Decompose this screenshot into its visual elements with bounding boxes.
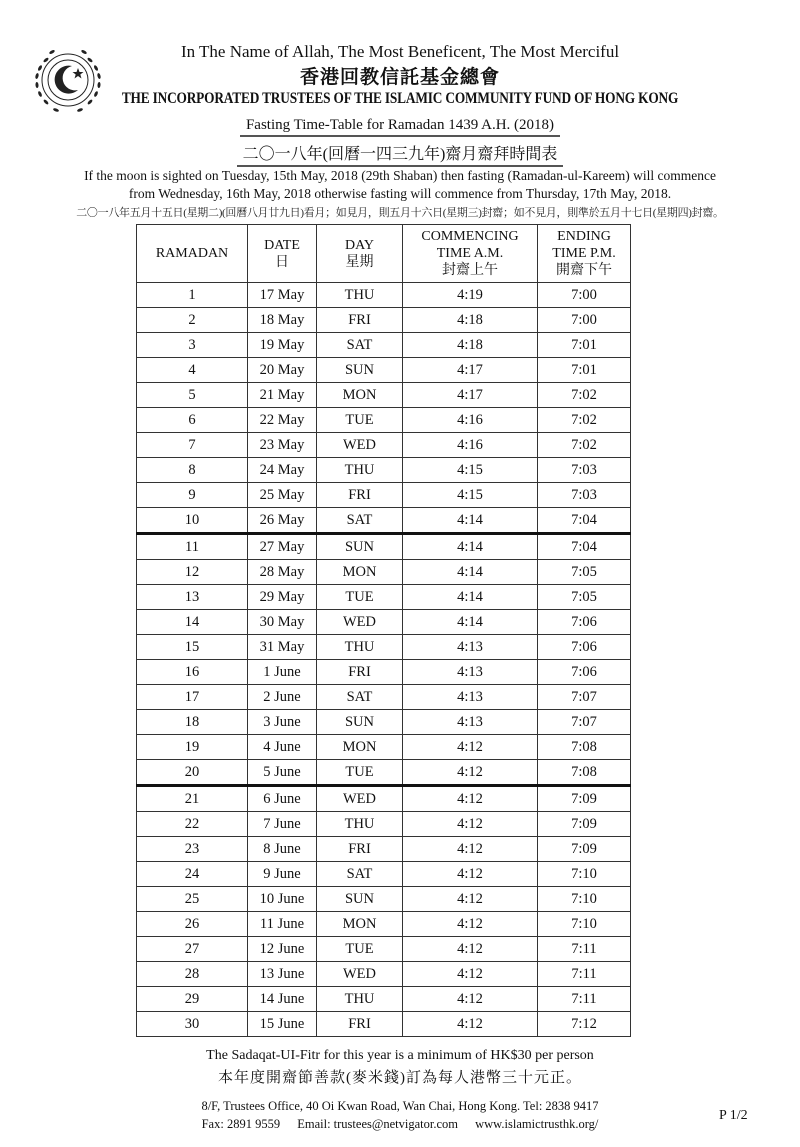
cell-commencing-time: 4:12 [403,1012,538,1037]
cell-commencing-time: 4:12 [403,962,538,987]
table-row [137,685,631,710]
cell-ramadan-day: 23 [137,837,248,862]
table-row [137,862,631,887]
cell-ending-time: 7:04 [538,534,631,560]
cell-commencing-time: 4:12 [403,760,538,786]
cell-ramadan-day: 24 [137,862,248,887]
cell-weekday: WED [317,962,403,987]
cell-ending-time: 7:07 [538,710,631,735]
cell-ramadan-day: 5 [137,383,248,408]
cell-date: 9 June [248,862,317,887]
cell-ending-time: 7:00 [538,283,631,308]
cell-commencing-time: 4:15 [403,483,538,508]
table-row [137,383,631,408]
cell-commencing-time: 4:16 [403,433,538,458]
cell-date: 6 June [248,786,317,812]
org-name-zh: 香港回教信託基金總會 [299,67,500,88]
cell-ramadan-day: 21 [137,786,248,812]
cell-ending-time: 7:10 [538,887,631,912]
table-row [137,735,631,760]
table-row [137,483,631,508]
col-header-commencing: COMMENCING TIME A.M. 封齋上午 [403,225,538,283]
fasting-timetable [136,224,631,1037]
page-number: P 1/2 [719,1108,748,1123]
cell-ending-time: 7:08 [538,735,631,760]
cell-weekday: FRI [317,483,403,508]
cell-ramadan-day: 22 [137,812,248,837]
cell-commencing-time: 4:14 [403,508,538,534]
table-row [137,534,631,560]
table-row [137,358,631,383]
cell-date: 24 May [248,458,317,483]
col-header-day: DAY 星期 [317,225,403,283]
cell-weekday: FRI [317,837,403,862]
cell-ending-time: 7:00 [538,308,631,333]
cell-commencing-time: 4:15 [403,458,538,483]
sadaqat-fitr-zh: 本年度開齋節善款(麥米錢)訂為每人港幣三十元正。 [218,1070,582,1086]
cell-commencing-time: 4:13 [403,685,538,710]
cell-date: 19 May [248,333,317,358]
cell-commencing-time: 4:13 [403,660,538,685]
table-row [137,887,631,912]
cell-commencing-time: 4:18 [403,333,538,358]
cell-date: 15 June [248,1012,317,1037]
cell-ramadan-day: 25 [137,887,248,912]
table-header-row [137,225,631,283]
cell-date: 22 May [248,408,317,433]
cell-ramadan-day: 26 [137,912,248,937]
cell-ramadan-day: 18 [137,710,248,735]
table-row [137,635,631,660]
cell-ending-time: 7:12 [538,1012,631,1037]
cell-weekday: MON [317,912,403,937]
cell-ending-time: 7:02 [538,383,631,408]
cell-weekday: SAT [317,862,403,887]
timetable-title-zh-text: 二〇一八年(回曆一四三九年)齋月齋拜時間表 [237,141,564,167]
cell-commencing-time: 4:17 [403,383,538,408]
cell-weekday: FRI [317,1012,403,1037]
cell-date: 3 June [248,710,317,735]
cell-ramadan-day: 3 [137,333,248,358]
cell-date: 27 May [248,534,317,560]
cell-weekday: THU [317,458,403,483]
cell-commencing-time: 4:12 [403,862,538,887]
cell-date: 14 June [248,987,317,1012]
cell-commencing-time: 4:12 [403,887,538,912]
cell-weekday: MON [317,735,403,760]
cell-weekday: TUE [317,408,403,433]
cell-ending-time: 7:02 [538,408,631,433]
cell-ramadan-day: 6 [137,408,248,433]
cell-weekday: THU [317,283,403,308]
cell-date: 1 June [248,660,317,685]
table-row [137,508,631,534]
cell-commencing-time: 4:12 [403,912,538,937]
table-row [137,812,631,837]
timetable-title-en [0,117,800,137]
cell-date: 8 June [248,837,317,862]
timetable-title-zh [0,141,800,167]
cell-date: 30 May [248,610,317,635]
cell-weekday: TUE [317,585,403,610]
cell-ending-time: 7:06 [538,635,631,660]
cell-ending-time: 7:03 [538,483,631,508]
cell-ramadan-day: 30 [137,1012,248,1037]
col-header-ending: ENDING TIME P.M. 開齋下午 [538,225,631,283]
cell-ending-time: 7:08 [538,760,631,786]
cell-date: 13 June [248,962,317,987]
cell-ramadan-day: 27 [137,937,248,962]
cell-ramadan-day: 9 [137,483,248,508]
fax-number: Fax: 2891 9559 [201,1117,281,1131]
cell-ending-time: 7:09 [538,812,631,837]
table-row [137,458,631,483]
cell-ramadan-day: 19 [137,735,248,760]
cell-date: 28 May [248,560,317,585]
cell-weekday: MON [317,383,403,408]
cell-ramadan-day: 2 [137,308,248,333]
cell-ramadan-day: 1 [137,283,248,308]
cell-ending-time: 7:10 [538,862,631,887]
cell-ramadan-day: 8 [137,458,248,483]
cell-commencing-time: 4:12 [403,937,538,962]
cell-commencing-time: 4:19 [403,283,538,308]
cell-weekday: MON [317,560,403,585]
cell-ending-time: 7:01 [538,358,631,383]
cell-weekday: THU [317,635,403,660]
cell-ending-time: 7:04 [538,508,631,534]
cell-date: 7 June [248,812,317,837]
timetable-title-en-text: Fasting Time-Table for Ramadan 1439 A.H. (2018) [240,117,560,137]
table-body [137,283,631,1037]
cell-weekday: WED [317,433,403,458]
table-row [137,912,631,937]
table-row [137,283,631,308]
cell-commencing-time: 4:13 [403,635,538,660]
cell-ending-time: 7:11 [538,987,631,1012]
cell-weekday: THU [317,812,403,837]
cell-commencing-time: 4:12 [403,987,538,1012]
cell-commencing-time: 4:14 [403,534,538,560]
cell-ending-time: 7:06 [538,610,631,635]
cell-date: 12 June [248,937,317,962]
table-row [137,937,631,962]
moon-sighting-notice-line1: If the moon is sighted on Tuesday, 15th May, 2018 (29th Shaban) then fasting (Ramadan-ul-Kareem) will commence [84,168,716,183]
cell-weekday: SUN [317,534,403,560]
cell-weekday: FRI [317,308,403,333]
cell-ramadan-day: 14 [137,610,248,635]
cell-ending-time: 7:09 [538,786,631,812]
cell-weekday: SUN [317,887,403,912]
cell-commencing-time: 4:16 [403,408,538,433]
cell-ending-time: 7:09 [538,837,631,862]
cell-ramadan-day: 4 [137,358,248,383]
table-row [137,610,631,635]
cell-date: 20 May [248,358,317,383]
cell-weekday: SAT [317,685,403,710]
cell-ending-time: 7:02 [538,433,631,458]
table-row [137,837,631,862]
col-header-date: DATE 日 [248,225,317,283]
cell-commencing-time: 4:12 [403,837,538,862]
cell-ramadan-day: 29 [137,987,248,1012]
col-header-ramadan: RAMADAN [137,225,248,283]
cell-weekday: TUE [317,937,403,962]
table-row [137,660,631,685]
cell-weekday: WED [317,786,403,812]
contact-line [0,1117,800,1132]
table-row [137,962,631,987]
cell-ending-time: 7:11 [538,962,631,987]
cell-ramadan-day: 16 [137,660,248,685]
cell-date: 29 May [248,585,317,610]
cell-date: 2 June [248,685,317,710]
cell-date: 31 May [248,635,317,660]
cell-date: 18 May [248,308,317,333]
cell-ending-time: 7:03 [538,458,631,483]
cell-weekday: SAT [317,333,403,358]
table-row [137,710,631,735]
cell-date: 10 June [248,887,317,912]
table-row [137,585,631,610]
table-row [137,760,631,786]
cell-ending-time: 7:05 [538,585,631,610]
cell-date: 5 June [248,760,317,786]
cell-weekday: TUE [317,760,403,786]
office-address: 8/F, Trustees Office, 40 Oi Kwan Road, Wan Chai, Hong Kong. Tel: 2838 9417 [201,1099,599,1113]
cell-ending-time: 7:06 [538,660,631,685]
cell-ending-time: 7:05 [538,560,631,585]
cell-commencing-time: 4:14 [403,560,538,585]
cell-commencing-time: 4:14 [403,610,538,635]
table-row [137,560,631,585]
moon-sighting-notice-line2: from Wednesday, 16th May, 2018 otherwise fasting will commence from Thursday, 17th May, 2018. [128,186,672,201]
cell-ramadan-day: 10 [137,508,248,534]
cell-ramadan-day: 17 [137,685,248,710]
table-row [137,408,631,433]
email-address[interactable]: Email: trustees@netvigator.com [297,1117,458,1131]
cell-ramadan-day: 11 [137,534,248,560]
table-row [137,333,631,358]
cell-date: 21 May [248,383,317,408]
table-row [137,433,631,458]
cell-commencing-time: 4:18 [403,308,538,333]
cell-date: 4 June [248,735,317,760]
cell-ramadan-day: 13 [137,585,248,610]
cell-ramadan-day: 15 [137,635,248,660]
cell-date: 23 May [248,433,317,458]
cell-date: 26 May [248,508,317,534]
cell-ending-time: 7:10 [538,912,631,937]
cell-commencing-time: 4:13 [403,710,538,735]
basmala-line: In The Name of Allah, The Most Beneficent, The Most Merciful [180,42,620,61]
cell-weekday: SUN [317,358,403,383]
table-row [137,308,631,333]
sadaqat-fitr-en: The Sadaqat-UI-Fitr for this year is a minimum of HK$30 per person [206,1048,594,1063]
table-row [137,786,631,812]
org-name-en: THE INCORPORATED TRUSTEES OF THE ISLAMIC COMMUNITY FUND OF HONG KONG [121,90,679,107]
cell-weekday: SAT [317,508,403,534]
table-row [137,987,631,1012]
cell-ending-time: 7:07 [538,685,631,710]
cell-commencing-time: 4:14 [403,585,538,610]
cell-ramadan-day: 28 [137,962,248,987]
cell-weekday: WED [317,610,403,635]
cell-ramadan-day: 7 [137,433,248,458]
website-link[interactable]: www.islamictrusthk.org/ [475,1117,599,1131]
cell-ramadan-day: 12 [137,560,248,585]
cell-weekday: FRI [317,660,403,685]
cell-commencing-time: 4:12 [403,786,538,812]
table-row [137,1012,631,1037]
cell-ramadan-day: 20 [137,760,248,786]
cell-date: 17 May [248,283,317,308]
cell-ending-time: 7:11 [538,937,631,962]
cell-weekday: THU [317,987,403,1012]
cell-commencing-time: 4:12 [403,735,538,760]
cell-date: 11 June [248,912,317,937]
moon-sighting-notice-zh: 二〇一八年五月十五日(星期二)(回曆八月廿九日)看月；如見月，則五月十六日(星期三)封齋；如不見月，則準於五月十七日(星期四)封齋。 [76,207,724,219]
cell-commencing-time: 4:17 [403,358,538,383]
cell-commencing-time: 4:12 [403,812,538,837]
cell-weekday: SUN [317,710,403,735]
cell-date: 25 May [248,483,317,508]
cell-ending-time: 7:01 [538,333,631,358]
